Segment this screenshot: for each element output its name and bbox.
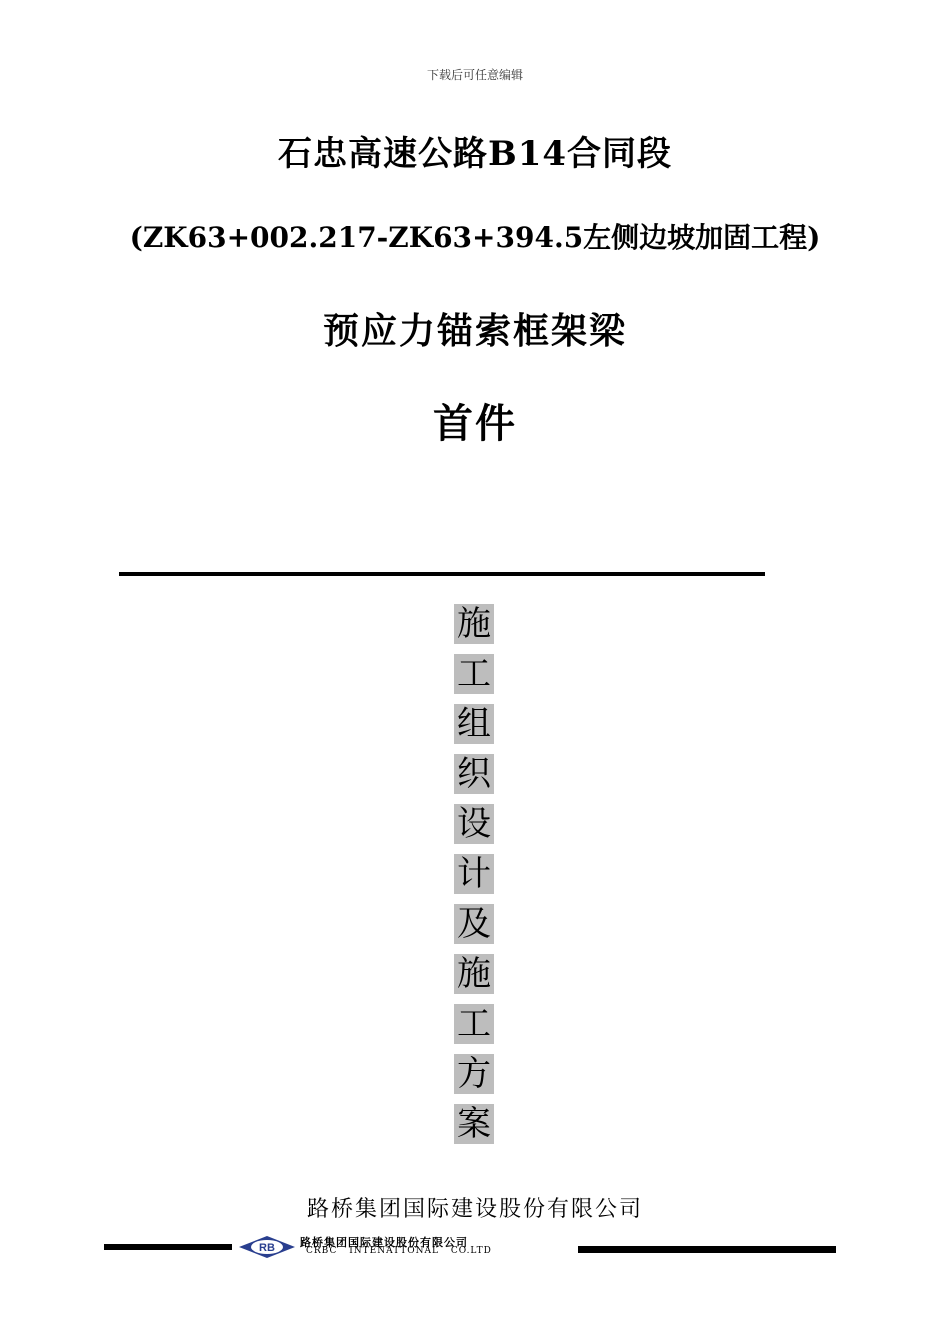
logo-letters: RB [259, 1242, 275, 1254]
vertical-title-char: 施 [454, 604, 494, 644]
horizontal-rule [119, 572, 765, 576]
footer-company-cn: 路桥集团国际建设股份有限公司 [300, 1236, 468, 1249]
project-subtitle: (ZK63+002.217-ZK63+394.5左侧边坡加固工程) [129, 221, 821, 254]
crbc-rb-logo-icon [238, 1234, 296, 1260]
vertical-title-char: 设 [454, 804, 494, 844]
vertical-title-char: 方 [454, 1054, 494, 1094]
vertical-document-title [454, 604, 496, 1154]
vertical-title-char: 案 [454, 1104, 494, 1144]
vertical-title-char: 施 [454, 954, 494, 994]
vertical-title-char: 组 [454, 704, 494, 744]
footer-bar-left [104, 1244, 232, 1250]
vertical-title-char: 织 [454, 754, 494, 794]
vertical-title-char: 计 [454, 854, 494, 894]
vertical-title-char: 工 [454, 1004, 494, 1044]
company-name: 路桥集团国际建设股份有限公司 [306, 1197, 643, 1222]
work-item-title: 预应力锚索框架梁 [322, 310, 627, 352]
first-piece-title: 首件 [433, 400, 517, 447]
vertical-title-char: 工 [454, 654, 494, 694]
footer-company-en: CRBC INTENATTONAL CO.LTD [306, 1246, 492, 1256]
footer-bar-right [578, 1246, 836, 1253]
vertical-title-char: 及 [454, 904, 494, 944]
project-title: 石忠高速公路B14合同段 [277, 134, 673, 174]
header-note: 下载后可任意编辑 [426, 68, 523, 82]
